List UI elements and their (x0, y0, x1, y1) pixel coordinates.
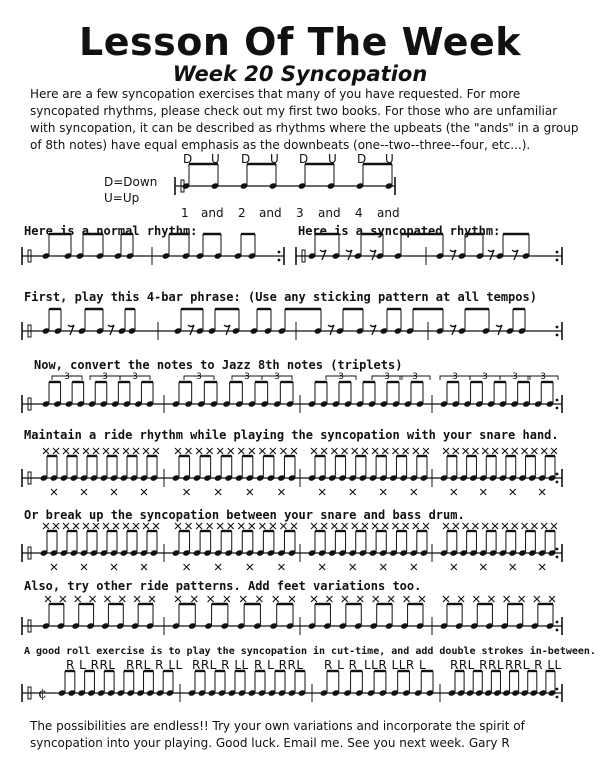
ride-staff-cymbal-x (217, 448, 223, 454)
breakup-staff-cymbal-x (392, 523, 398, 529)
breakup-staff-cymbal-x (541, 523, 547, 529)
section-label-syncopated: Here is a syncopated rhythm: (298, 224, 501, 238)
breakup-staff-cymbal-x (331, 523, 337, 529)
cut-time-sign: ¢ (38, 686, 47, 702)
breakup-staff-cymbal-x (228, 523, 234, 529)
jazz-staff-repeat-dot (556, 399, 559, 402)
section-label-other: Also, try other ride patterns. Add feet variations too. (24, 579, 422, 593)
stroke-label: D (299, 152, 309, 166)
other-staff-cymbal-x (519, 596, 525, 602)
breakup-staff-cymbal-x (382, 523, 388, 529)
section-label-ride: Maintain a ride rhythm while playing the syncopation with your snare hand. (24, 428, 559, 442)
ride-staff-cymbal-x (175, 448, 181, 454)
breakup-staff-cymbal-x (321, 523, 327, 529)
other-staff-cymbal-x (75, 596, 81, 602)
breakup-staff-cymbal-x (113, 523, 119, 529)
breakup-staff-foot-x (451, 564, 457, 570)
other-staff-cymbal-x (473, 596, 479, 602)
jazz-staff-triplet-number: 3 (412, 372, 418, 382)
ride-staff-cymbal-x (103, 448, 109, 454)
phrase-staff-rest (370, 325, 376, 335)
breakup-staff-cymbal-x (362, 523, 368, 529)
jazz-staff-triplet-number: 3 (102, 372, 108, 382)
legend-down: D=Down (104, 175, 158, 189)
other-staff-cymbal-x (175, 596, 181, 602)
ride-staff-foot-x (278, 489, 284, 495)
sticking-label: RRL RRL (450, 658, 505, 672)
breakup-staff-cymbal-x (472, 523, 478, 529)
breakup-staff-foot-x (350, 564, 356, 570)
breakup-staff-cymbal-x (196, 523, 202, 529)
roll-staff-repeat-dot (556, 688, 559, 691)
ride-staff-cymbal-x (311, 448, 317, 454)
phrase-staff-rest (450, 325, 456, 335)
jazz-staff-repeat-dot (556, 407, 559, 410)
jazz-staff-triplet-number: 3 (132, 372, 138, 382)
other-staff-cymbal-x (504, 596, 510, 602)
ride-staff-cymbal-x (413, 448, 419, 454)
normal-staff-repeat-dot (278, 259, 281, 262)
count-label: 3 (296, 206, 304, 220)
other-staff-cymbal-x (134, 596, 140, 602)
breakup-staff-cymbal-x (217, 523, 223, 529)
ride-staff-cymbal-x (113, 448, 119, 454)
other-staff-cymbal-x (289, 596, 295, 602)
section-label-jazz: Now, convert the notes to Jazz 8th notes (triplets) (34, 358, 403, 372)
breakup-staff-cymbal-x (512, 523, 518, 529)
stroke-label: U (385, 152, 394, 166)
breakup-staff-repeat-dot (556, 556, 559, 559)
breakup-staff-cymbal-x (403, 523, 409, 529)
syncopated-staff-rest (450, 250, 456, 260)
ride-staff-cymbal-x (83, 448, 89, 454)
ride-staff-foot-x (380, 489, 386, 495)
count-label: and (259, 206, 282, 220)
closing-text: The possibilities are endless!! Try your own variations and incorporate the spirit of syncopation into your playing. Good luck. Email me. See you next week. Gary R (30, 719, 525, 750)
other-staff-cymbal-x (404, 596, 410, 602)
page-subtitle: Week 20 Syncopation (172, 62, 428, 86)
ride-staff-cymbal-x (43, 448, 49, 454)
sticking-label: RRL R LL (192, 658, 249, 672)
ride-staff-cymbal-x (522, 448, 528, 454)
ride-staff-cymbal-x (63, 448, 69, 454)
breakup-staff-cymbal-x (73, 523, 79, 529)
other-staff-cymbal-x (458, 596, 464, 602)
ride-staff-cymbal-x (143, 448, 149, 454)
breakup-staff-cymbal-x (133, 523, 139, 529)
legend-up: U=Up (104, 191, 140, 205)
ride-staff-cymbal-x (186, 448, 192, 454)
ride-staff-cymbal-x (153, 448, 159, 454)
breakup-staff-cymbal-x (175, 523, 181, 529)
ride-staff-cymbal-x (403, 448, 409, 454)
breakup-staff-cymbal-x (311, 523, 317, 529)
page-title: Lesson Of The Week (78, 20, 522, 64)
breakup-staff-cymbal-x (482, 523, 488, 529)
ride-staff-cymbal-x (463, 448, 469, 454)
breakup-staff-cymbal-x (372, 523, 378, 529)
breakup-staff-cymbal-x (83, 523, 89, 529)
ride-staff-cymbal-x (512, 448, 518, 454)
syncopated-staff-repeat-dot (556, 251, 559, 254)
ride-staff-cymbal-x (228, 448, 234, 454)
other-staff-repeat-dot (556, 621, 559, 624)
breakup-staff-cymbal-x (413, 523, 419, 529)
other-staff-cymbal-x (357, 596, 363, 602)
ride-staff-foot-x (319, 489, 325, 495)
syncopated-staff-repeat-dot (556, 259, 559, 262)
breakup-staff-cymbal-x (270, 523, 276, 529)
other-staff-cymbal-x (256, 596, 262, 602)
sticking-label: LLR LLR L (364, 658, 427, 672)
breakup-staff-cymbal-x (186, 523, 192, 529)
syncopated-staff-rest (488, 250, 494, 260)
breakup-staff-cymbal-x (551, 523, 557, 529)
breakup-staff-foot-x (510, 564, 516, 570)
ride-staff-cymbal-x (372, 448, 378, 454)
breakup-staff-cymbal-x (522, 523, 528, 529)
breakup-staff-cymbal-x (123, 523, 129, 529)
jazz-staff-triplet-number: 3 (338, 372, 344, 382)
ride-staff-cymbal-x (123, 448, 129, 454)
breakup-staff-cymbal-x (291, 523, 297, 529)
breakup-staff-cymbal-x (531, 523, 537, 529)
breakup-staff-cymbal-x (207, 523, 213, 529)
breakup-staff-cymbal-x (342, 523, 348, 529)
ride-staff-cymbal-x (362, 448, 368, 454)
breakup-staff-foot-x (215, 564, 221, 570)
breakup-staff-foot-x (539, 564, 545, 570)
ride-staff-foot-x (411, 489, 417, 495)
other-staff-cymbal-x (311, 596, 317, 602)
syncopated-staff-rest (370, 250, 376, 260)
breakup-staff-foot-x (411, 564, 417, 570)
ride-staff-foot-x (81, 489, 87, 495)
sticking-label: RRL R LL (505, 658, 562, 672)
other-staff-cymbal-x (191, 596, 197, 602)
count-label: 1 (181, 206, 189, 220)
other-staff-cymbal-x (549, 596, 555, 602)
phrase-staff-repeat-dot (556, 326, 559, 329)
ride-staff-cymbal-x (93, 448, 99, 454)
ride-staff-cymbal-x (492, 448, 498, 454)
ride-staff-foot-x (510, 489, 516, 495)
count-label: and (318, 206, 341, 220)
breakup-staff-foot-x (319, 564, 325, 570)
breakup-staff-cymbal-x (93, 523, 99, 529)
breakup-staff-foot-x (184, 564, 190, 570)
other-staff-cymbal-x (388, 596, 394, 602)
ride-staff-foot-x (350, 489, 356, 495)
ride-staff-cymbal-x (541, 448, 547, 454)
ride-staff-foot-x (539, 489, 545, 495)
jazz-staff-triplet-number: 3 (512, 372, 518, 382)
breakup-staff-foot-x (247, 564, 253, 570)
jazz-staff-triplet-number: 3 (384, 372, 390, 382)
other-staff-cymbal-x (342, 596, 348, 602)
sticking-label: R L R (324, 658, 358, 672)
ride-staff-cymbal-x (531, 448, 537, 454)
ride-staff-cymbal-x (249, 448, 255, 454)
breakup-staff-cymbal-x (259, 523, 265, 529)
breakup-staff-foot-x (480, 564, 486, 570)
stroke-label: U (328, 152, 337, 166)
phrase-staff-rest (188, 325, 194, 335)
other-staff-cymbal-x (419, 596, 425, 602)
ride-staff-cymbal-x (291, 448, 297, 454)
ride-staff-cymbal-x (259, 448, 265, 454)
breakup-staff-cymbal-x (453, 523, 459, 529)
stroke-label: U (270, 152, 279, 166)
breakup-staff-cymbal-x (63, 523, 69, 529)
ride-staff-foot-x (215, 489, 221, 495)
jazz-staff-triplet-number: 3 (452, 372, 458, 382)
breakup-staff-foot-x (81, 564, 87, 570)
breakup-staff-cymbal-x (502, 523, 508, 529)
phrase-staff-rest (224, 325, 230, 335)
other-staff-cymbal-x (104, 596, 110, 602)
ride-staff-foot-x (51, 489, 57, 495)
phrase-staff-repeat-dot (556, 334, 559, 337)
ride-staff-cymbal-x (321, 448, 327, 454)
ride-staff-cymbal-x (133, 448, 139, 454)
section-label-normal: Here is a normal rhythm: (24, 224, 198, 238)
breakup-staff-cymbal-x (443, 523, 449, 529)
breakup-staff-foot-x (380, 564, 386, 570)
section-label-roll: A good roll exercise is to play the syncopation in cut-time, and add double strokes in-between. (24, 646, 596, 657)
breakup-staff-cymbal-x (249, 523, 255, 529)
breakup-staff-cymbal-x (153, 523, 159, 529)
phrase-staff-rest (68, 325, 74, 335)
other-staff-cymbal-x (488, 596, 494, 602)
other-staff-cymbal-x (90, 596, 96, 602)
breakup-staff-cymbal-x (423, 523, 429, 529)
jazz-staff-triplet-number: 3 (274, 372, 280, 382)
breakup-staff-foot-x (278, 564, 284, 570)
ride-staff-cymbal-x (238, 448, 244, 454)
ride-staff-cymbal-x (352, 448, 358, 454)
ride-staff-cymbal-x (382, 448, 388, 454)
breakup-staff-cymbal-x (143, 523, 149, 529)
ride-staff-cymbal-x (502, 448, 508, 454)
ride-staff-repeat-dot (556, 473, 559, 476)
other-staff-cymbal-x (119, 596, 125, 602)
ride-staff-cymbal-x (280, 448, 286, 454)
other-staff-cymbal-x (60, 596, 66, 602)
other-staff-cymbal-x (224, 596, 230, 602)
other-staff-cymbal-x (373, 596, 379, 602)
other-staff-cymbal-x (240, 596, 246, 602)
section-label-breakup: Or break up the syncopation between your snare and bass drum. (24, 508, 465, 522)
ride-staff-cymbal-x (331, 448, 337, 454)
stroke-label: D (241, 152, 251, 166)
syncopated-staff-rest (346, 250, 352, 260)
stroke-label: U (211, 152, 220, 166)
jazz-staff-triplet-number: 3 (196, 372, 202, 382)
breakup-staff-cymbal-x (492, 523, 498, 529)
sticking-label: R L RRL (66, 658, 116, 672)
other-staff-cymbal-x (208, 596, 214, 602)
ride-staff-cymbal-x (453, 448, 459, 454)
ride-staff-cymbal-x (196, 448, 202, 454)
ride-staff-cymbal-x (423, 448, 429, 454)
ride-staff-cymbal-x (551, 448, 557, 454)
breakup-staff-cymbal-x (43, 523, 49, 529)
breakup-staff-cymbal-x (280, 523, 286, 529)
breakup-staff-cymbal-x (53, 523, 59, 529)
ride-staff-cymbal-x (270, 448, 276, 454)
ride-staff-cymbal-x (53, 448, 59, 454)
ride-staff-cymbal-x (443, 448, 449, 454)
breakup-staff-foot-x (141, 564, 147, 570)
breakup-staff-cymbal-x (238, 523, 244, 529)
breakup-staff-foot-x (51, 564, 57, 570)
sticking-label: RRL R LL (126, 658, 183, 672)
ride-staff-foot-x (111, 489, 117, 495)
other-staff-cymbal-x (45, 596, 51, 602)
ride-staff-foot-x (141, 489, 147, 495)
phrase-staff-rest (108, 325, 114, 335)
ride-staff-cymbal-x (342, 448, 348, 454)
stroke-label: D (183, 152, 193, 166)
other-staff-cymbal-x (273, 596, 279, 602)
other-staff-cymbal-x (443, 596, 449, 602)
syncopated-staff-rest (320, 250, 326, 260)
jazz-staff-triplet-number: 3 (244, 372, 250, 382)
ride-staff-foot-x (480, 489, 486, 495)
ride-staff-foot-x (184, 489, 190, 495)
phrase-staff-rest (328, 325, 334, 335)
sticking-label: R L RRL (254, 658, 304, 672)
ride-staff-cymbal-x (472, 448, 478, 454)
other-staff-cymbal-x (326, 596, 332, 602)
phrase-staff-rest (496, 325, 502, 335)
intro-text: Here are a few syncopation exercises that many of you have requested. For more syncopated rhythms, please check out my first two books. For those who are unfamiliar with syncopation, it can be described as rhythms where the upbeats (the "ands" in a group of 8th notes) have equal emphasis as the downbeats (one--two--three--four, etc...). (30, 87, 579, 152)
stroke-label: D (357, 152, 367, 166)
other-staff-cymbal-x (534, 596, 540, 602)
ride-staff-cymbal-x (73, 448, 79, 454)
other-staff-cymbal-x (149, 596, 155, 602)
breakup-staff-foot-x (111, 564, 117, 570)
count-label: 2 (238, 206, 246, 220)
syncopated-staff-rest (512, 250, 518, 260)
normal-staff-repeat-dot (278, 251, 281, 254)
count-label: and (201, 206, 224, 220)
ride-staff-cymbal-x (207, 448, 213, 454)
breakup-staff-cymbal-x (463, 523, 469, 529)
other-staff-repeat-dot (556, 629, 559, 632)
ride-staff-repeat-dot (556, 481, 559, 484)
breakup-staff-cymbal-x (103, 523, 109, 529)
ride-staff-cymbal-x (482, 448, 488, 454)
ride-staff-foot-x (247, 489, 253, 495)
jazz-staff-triplet-number: 3 (540, 372, 546, 382)
breakup-staff-repeat-dot (556, 548, 559, 551)
breakup-staff-cymbal-x (352, 523, 358, 529)
ride-staff-foot-x (451, 489, 457, 495)
jazz-staff-triplet-number: 3 (64, 372, 70, 382)
count-label: 4 (355, 206, 363, 220)
section-label-phrase: First, play this 4-bar phrase: (Use any sticking pattern at all tempos) (24, 290, 537, 304)
count-label: and (377, 206, 400, 220)
roll-staff-repeat-dot (556, 696, 559, 699)
jazz-staff-triplet-number: 3 (482, 372, 488, 382)
ride-staff-cymbal-x (392, 448, 398, 454)
